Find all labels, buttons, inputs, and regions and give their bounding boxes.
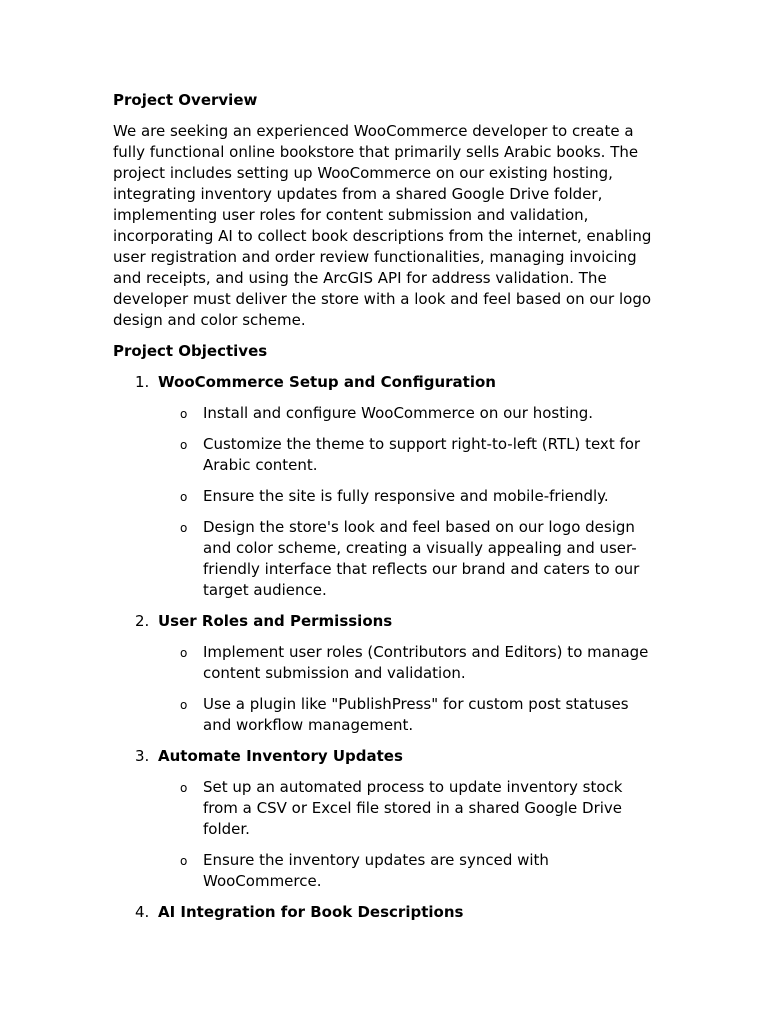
bullet-icon: o	[180, 854, 188, 868]
objective-points	[158, 642, 661, 736]
bullet-text: Ensure the site is fully responsive and mobile-friendly.	[203, 487, 609, 505]
bullet-icon: o	[180, 438, 188, 452]
bullet-icon: o	[180, 698, 188, 712]
objective-title: User Roles and Permissions	[158, 612, 393, 630]
bullet-icon: o	[180, 407, 188, 421]
objective-number: 3.	[135, 747, 150, 765]
objective-item	[113, 372, 661, 601]
bullet-point	[158, 517, 661, 601]
document-page	[113, 90, 661, 933]
objective-item	[113, 902, 661, 923]
overview-heading: Project Overview	[113, 91, 258, 109]
objective-number: 2.	[135, 612, 150, 630]
bullet-point	[158, 434, 661, 476]
bullet-point	[158, 403, 661, 424]
bullet-text: Implement user roles (Contributors and Editors) to manage content submission and validation.	[203, 643, 649, 682]
objective-number: 1.	[135, 373, 150, 391]
bullet-text: Set up an automated process to update inventory stock from a CSV or Excel file stored in a shared Google Drive folder.	[203, 778, 623, 838]
objective-title: AI Integration for Book Descriptions	[158, 903, 464, 921]
bullet-point	[158, 777, 661, 840]
objective-points	[158, 777, 661, 892]
objective-points	[158, 403, 661, 601]
objectives-list	[113, 372, 661, 923]
objective-item	[113, 611, 661, 736]
bullet-icon: o	[180, 646, 188, 660]
bullet-point	[158, 850, 661, 892]
bullet-point	[158, 694, 661, 736]
bullet-point	[158, 486, 661, 507]
bullet-point	[158, 642, 661, 684]
objective-number: 4.	[135, 903, 150, 921]
bullet-text: Ensure the inventory updates are synced with WooCommerce.	[203, 851, 549, 890]
objective-item	[113, 746, 661, 892]
bullet-text: Use a plugin like "PublishPress" for custom post statuses and workflow management.	[203, 695, 629, 734]
objective-title: WooCommerce Setup and Configuration	[158, 373, 496, 391]
bullet-icon: o	[180, 521, 188, 535]
bullet-text: Design the store's look and feel based on our logo design and color scheme, creating a visually appealing and user-friendly interface that reflects our brand and caters to our target audience.	[203, 518, 640, 599]
bullet-icon: o	[180, 781, 188, 795]
objectives-heading: Project Objectives	[113, 342, 268, 360]
objective-title: Automate Inventory Updates	[158, 747, 403, 765]
bullet-text: Install and configure WooCommerce on our hosting.	[203, 404, 594, 422]
bullet-icon: o	[180, 490, 188, 504]
bullet-text: Customize the theme to support right-to-left (RTL) text for Arabic content.	[203, 435, 641, 474]
overview-paragraph: We are seeking an experienced WooCommerce developer to create a fully functional online bookstore that primarily sells Arabic books. The project includes setting up WooCommerce on our existing hosting, integrating inventory updates from a shared Google Drive folder, implementing user roles for content submission and validation, incorporating AI to collect book descriptions from the internet, enabling user registration and order review functionalities, managing invoicing and receipts, and using the ArcGIS API for address validation. The developer must deliver the store with a look and feel based on our logo design and color scheme.	[113, 122, 652, 329]
